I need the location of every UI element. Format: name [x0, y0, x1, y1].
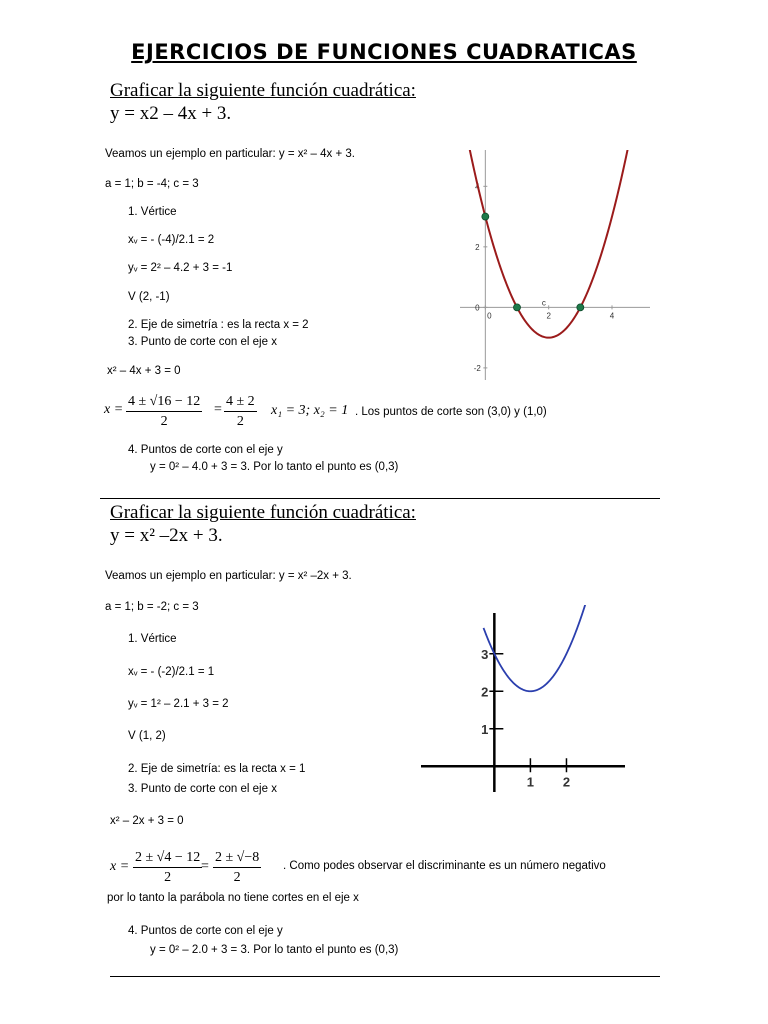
- exercise2-fraction-2: [213, 850, 261, 886]
- exercise1-equation: x² – 4x + 3 = 0: [107, 365, 181, 377]
- exercise1-formula-x: x =: [104, 402, 124, 417]
- exercise1-y-intercept: y = 0² – 4.0 + 3 = 3. Por lo tanto el punto es (0,3): [150, 461, 399, 473]
- exercise1-intro: Veamos un ejemplo en particular: y = x² – 4x + 3.: [105, 148, 355, 160]
- exercise2-formula-equals: =: [201, 859, 209, 874]
- x-tick-label: 1: [526, 774, 535, 790]
- section-divider: [100, 498, 660, 499]
- point-label: c: [541, 298, 546, 308]
- parabola-graph-2: [415, 605, 635, 800]
- exercise2-no-roots-note: por lo tanto la parábola no tiene cortes en el eje x: [107, 892, 359, 904]
- exercise2-vertex: V (1, 2): [128, 730, 166, 742]
- fraction-denominator: 2: [233, 870, 241, 885]
- x-tick-label: 2: [562, 774, 571, 790]
- exercise1-vertex: V (2, -1): [128, 291, 170, 303]
- fraction-denominator: 2: [160, 414, 168, 429]
- exercise1-step-y-intercept: 4. Puntos de corte con el eje y: [128, 444, 283, 456]
- exercise1-function: y = x2 – 4x + 3.: [110, 103, 232, 124]
- exercise1-formula-equals: =: [214, 402, 222, 417]
- exercise1-xv: xᵥ = - (-4)/2.1 = 2: [128, 234, 215, 246]
- fraction-numerator: 2 ± √4 − 12: [133, 850, 202, 868]
- parabola-curve: [465, 150, 650, 338]
- intercept-point: [482, 213, 489, 220]
- y-tick-label: 3: [481, 646, 489, 662]
- exercise2-yv: yᵥ = 1² – 2.1 + 3 = 2: [128, 698, 229, 710]
- y-tick-label: 2: [475, 242, 480, 252]
- x-tick-label: 4: [609, 311, 615, 321]
- exercise1-fraction-2: [224, 394, 257, 430]
- intercept-point: [514, 304, 521, 311]
- fraction-numerator: 4 ± 2: [224, 394, 257, 412]
- x-tick-label: 2: [546, 311, 551, 321]
- exercise2-step-symmetry: 2. Eje de simetría: es la recta x = 1: [128, 763, 306, 775]
- parabola-curve: [484, 605, 587, 691]
- exercise2-xv: xᵥ = - (-2)/2.1 = 1: [128, 666, 215, 678]
- y-tick-label: 4: [475, 182, 480, 192]
- exercise1-step-vertex: 1. Vértice: [128, 206, 177, 218]
- page-title: EJERCICIOS DE FUNCIONES CUADRATICAS: [131, 40, 637, 64]
- fraction-denominator: 2: [236, 414, 244, 429]
- exercise2-heading: Graficar la siguiente función cuadrática:: [110, 502, 416, 523]
- exercise2-step-vertex: 1. Vértice: [128, 633, 177, 645]
- fraction-numerator: 2 ± √−8: [213, 850, 261, 868]
- y-tick-label: 1: [481, 721, 489, 737]
- fraction-denominator: 2: [164, 870, 172, 885]
- exercise1-step-x-intercept: 3. Punto de corte con el eje x: [128, 336, 277, 348]
- section-divider: [110, 976, 660, 977]
- exercise2-discriminant-note: . Como podes observar el discriminante es un número negativo: [283, 860, 606, 872]
- exercise1-heading: Graficar la siguiente función cuadrática:: [110, 80, 416, 101]
- exercise2-y-intercept: y = 0² – 2.0 + 3 = 3. Por lo tanto el punto es (0,3): [150, 944, 399, 956]
- intercept-point: [577, 304, 584, 311]
- exercise2-intro: Veamos un ejemplo en particular: y = x² –2x + 3.: [105, 570, 352, 582]
- exercise1-coefficients: a = 1; b = -4; c = 3: [105, 178, 199, 190]
- exercise1-roots-conclusion: . Los puntos de corte son (3,0) y (1,0): [355, 406, 547, 418]
- exercise2-coefficients: a = 1; b = -2; c = 3: [105, 601, 199, 613]
- y-tick-label: 2: [481, 684, 489, 700]
- exercise2-formula-x: x =: [110, 859, 130, 874]
- exercise1-roots: x₁ = 3; x₂ = 1: [271, 403, 349, 418]
- exercise1-yv: yᵥ = 2² – 4.2 + 3 = -1: [128, 262, 233, 274]
- exercise2-step-x-intercept: 3. Punto de corte con el eje x: [128, 783, 277, 795]
- parabola-graph-1: [460, 150, 650, 380]
- y-tick-label: 0: [475, 303, 480, 313]
- exercise2-equation: x² – 2x + 3 = 0: [110, 815, 184, 827]
- y-tick-label: -2: [473, 363, 481, 373]
- exercise2-step-y-intercept: 4. Puntos de corte con el eje y: [128, 925, 283, 937]
- fraction-numerator: 4 ± √16 − 12: [126, 394, 202, 412]
- x-tick-label: 0: [487, 311, 492, 321]
- exercise2-function: y = x² –2x + 3.: [110, 525, 223, 546]
- exercise1-fraction-1: [126, 394, 202, 430]
- exercise2-fraction-1: [133, 850, 202, 886]
- exercise1-step-symmetry: 2. Eje de simetría : es la recta x = 2: [128, 319, 309, 331]
